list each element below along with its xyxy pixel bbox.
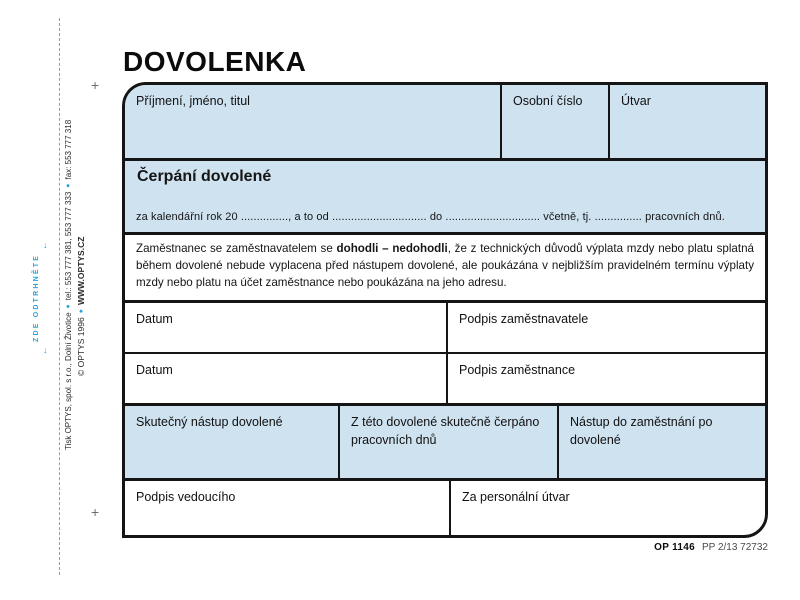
approval-row bbox=[125, 478, 765, 535]
field-department bbox=[608, 85, 765, 158]
employee-signature-label: Podpis zaměstnance bbox=[459, 363, 576, 377]
department-label: Útvar bbox=[621, 94, 651, 108]
hr-department-label: Za personální útvar bbox=[462, 490, 570, 504]
leave-period-section bbox=[125, 158, 765, 232]
field-date-employee bbox=[125, 354, 448, 403]
field-employee-signature bbox=[448, 354, 765, 403]
bullet-separator-icon: ● bbox=[65, 183, 72, 188]
printer-fax-text: fax: 553 777 318 bbox=[64, 119, 73, 180]
copyright-line bbox=[77, 237, 86, 376]
form-footer bbox=[122, 542, 768, 553]
printer-name-text: Tisk OPTYS, spol. s r.o., Dolní Životice bbox=[64, 312, 73, 450]
date-label: Datum bbox=[136, 363, 173, 377]
manager-signature-label: Podpis vedoucího bbox=[136, 490, 236, 504]
agreement-section bbox=[125, 232, 765, 300]
date-label: Datum bbox=[136, 312, 173, 326]
return-to-work-label: Nástup do zaměstnání po dovolené bbox=[570, 415, 713, 447]
agreement-text-post: , že z technických důvodů výplata mzdy nebo platu splatná během dovolené nebude vyplacena před nástupem dovolené, ale poukázána v nejbližším pravidelném termínu výplaty mzdy nebo platu na účet zaměstnance nebo poukázána na jeho adresu. bbox=[136, 242, 754, 290]
actual-start-label: Skutečný nástup dovolené bbox=[136, 415, 283, 429]
bullet-separator-icon: ● bbox=[65, 304, 72, 309]
agreement-text-pre: Zaměstnanec se zaměstnavatelem se bbox=[136, 242, 337, 255]
field-manager-signature bbox=[125, 481, 451, 535]
printer-phone-text: tel.: 553 777 381, 553 777 333 bbox=[64, 191, 73, 301]
registration-mark-top: + bbox=[91, 77, 100, 93]
field-personal-number bbox=[500, 85, 608, 158]
tear-arrow-icon: ↓ bbox=[43, 345, 48, 355]
field-hr-signature bbox=[451, 481, 765, 535]
personal-number-label: Osobní číslo bbox=[513, 94, 583, 108]
days-taken-label: Z této dovolené skutečně čerpáno pracovních dnů bbox=[351, 415, 540, 447]
printer-website-text: WWW.OPTYS.CZ bbox=[76, 236, 86, 306]
field-days-taken bbox=[338, 406, 557, 478]
bullet-separator-icon: ● bbox=[78, 309, 85, 314]
leave-summary-row bbox=[125, 403, 765, 478]
tear-arrow-icon: ↓ bbox=[43, 240, 48, 250]
form-title: DOVOLENKA bbox=[123, 46, 307, 77]
copyright-text: © OPTYS 1996 bbox=[76, 317, 86, 376]
registration-mark-bottom: + bbox=[91, 504, 100, 520]
leave-section-heading: Čerpání dovolené bbox=[137, 168, 272, 185]
employer-signature-label: Podpis zaměstnavatele bbox=[459, 312, 589, 326]
tear-here-label: ZDE ODTRHNĚTE bbox=[33, 253, 40, 342]
field-employee-name bbox=[125, 85, 500, 158]
vacation-form-table bbox=[122, 82, 768, 538]
field-date-employer bbox=[125, 303, 448, 352]
printer-info-line bbox=[64, 120, 73, 450]
form-code-text: OP 1146 bbox=[654, 542, 695, 553]
employer-signature-row bbox=[125, 300, 765, 352]
field-actual-start bbox=[125, 406, 338, 478]
field-employer-signature bbox=[448, 303, 765, 352]
employee-name-label: Příjmení, jméno, titul bbox=[136, 94, 250, 108]
identity-row bbox=[125, 85, 765, 158]
agreement-choice-text: dohodli – nedohodli bbox=[336, 242, 448, 255]
agreement-paragraph bbox=[125, 235, 765, 300]
leave-period-line: za kalendářní rok 20 ..............., a to od .............................. do .............................. včetně, tj. ............... pracovních dnů. bbox=[136, 211, 725, 223]
field-return-to-work bbox=[557, 406, 765, 478]
print-reference-text: PP 2/13 72732 bbox=[702, 542, 768, 553]
employee-signature-row bbox=[125, 352, 765, 403]
perforation-dashed-line bbox=[59, 18, 60, 575]
